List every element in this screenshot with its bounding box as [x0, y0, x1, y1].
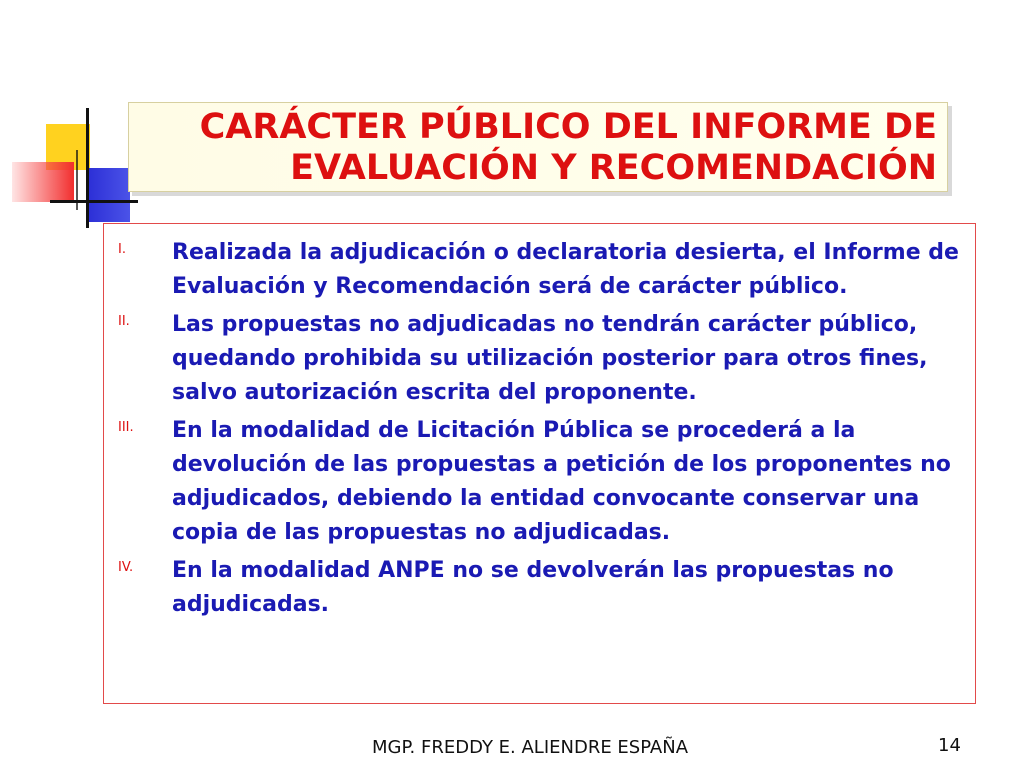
numbered-list [104, 236, 975, 626]
list-item-text: En la modalidad ANPE no se devolverán las propuestas no adjudicadas. [172, 558, 894, 617]
decor-red-square [12, 162, 74, 202]
decor-blue-square [88, 168, 130, 222]
list-item [104, 554, 975, 622]
footer-author: MGP. FREDDY E. ALIENDRE ESPAÑA [372, 737, 689, 758]
title-box [128, 102, 948, 192]
list-item-text: En la modalidad de Licitación Pública se procederá a la devolución de las propuestas a petición de los proponentes no adjudicados, debiendo la entidad convocante conservar una copia de las propuestas no adjudicadas. [172, 418, 951, 545]
list-marker: III. [118, 420, 134, 435]
list-item-text: Las propuestas no adjudicadas no tendrán carácter público, quedando prohibida su utilización posterior para otros fines, salvo autorización escrita del proponente. [172, 312, 928, 405]
list-marker: IV. [118, 560, 134, 575]
list-item [104, 308, 975, 410]
decor-horizontal-line [50, 200, 138, 203]
list-marker: I. [118, 242, 126, 257]
content-box [103, 223, 976, 704]
list-marker: II. [118, 314, 130, 329]
page-number: 14 [938, 735, 961, 756]
list-item [104, 414, 975, 550]
slide-title: CARÁCTER PÚBLICO DEL INFORME DE EVALUACIÓN Y RECOMENDACIÓN [199, 107, 937, 188]
list-item [104, 236, 975, 304]
decor-vertical-line [86, 108, 89, 228]
list-item-text: Realizada la adjudicación o declaratoria desierta, el Informe de Evaluación y Recomendación será de carácter público. [172, 240, 959, 299]
